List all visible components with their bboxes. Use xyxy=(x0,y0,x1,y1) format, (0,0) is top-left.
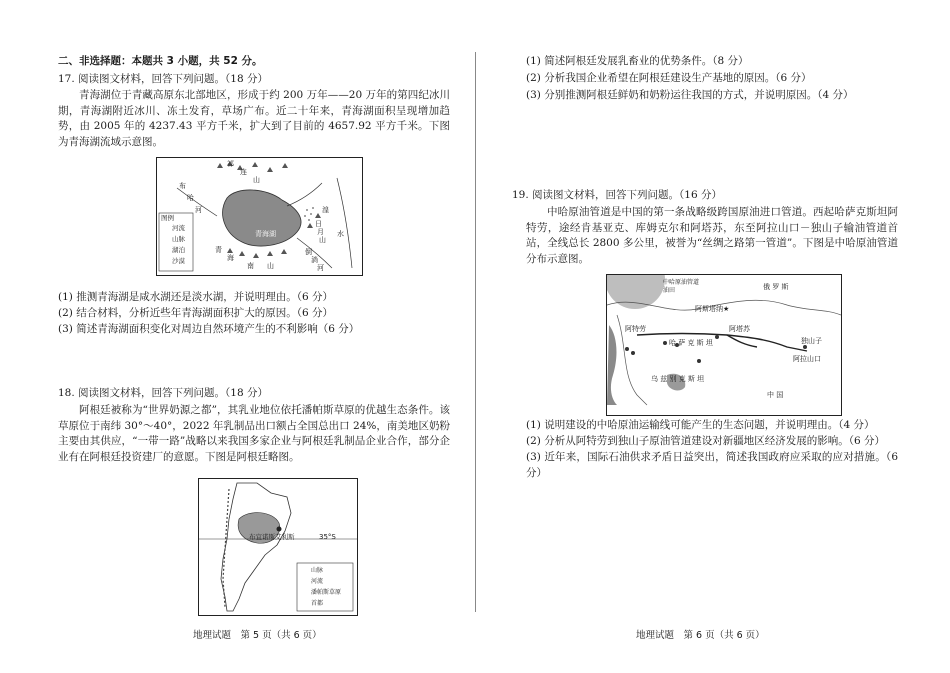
atasu-label: 阿塔苏 xyxy=(729,325,750,333)
legend-river: 河流 xyxy=(172,224,185,232)
kazakhstan-label: 哈 萨 克 斯 坦 xyxy=(669,339,713,347)
mountain-label-2: 连 xyxy=(240,168,247,176)
q19-sub-1: (1) 说明建设的中哈原油运输线可能产生的生态问题，并说明理由。（4 分） xyxy=(526,419,875,431)
south-mountain-label-3: 南 xyxy=(247,262,254,270)
q17-legend xyxy=(161,214,193,267)
east-label-1: 湟 xyxy=(322,206,329,214)
legend-capital: 首都 xyxy=(311,600,324,607)
east-label-4: 月 xyxy=(317,228,324,236)
q17-sub-1: (1) 推测青海湖是咸水湖还是淡水湖，并说明理由。（6 分） xyxy=(58,291,333,303)
uzbekistan-label: 乌 兹 别 克 斯 坦 xyxy=(651,375,705,383)
argentina-map xyxy=(198,478,358,616)
q17-sub-3: (3) 简述青海湖面积变化对周边自然环境产生的不利影响（6 分） xyxy=(58,323,360,335)
east-label-5: 山 xyxy=(319,236,326,244)
atyrau-label: 阿特劳 xyxy=(625,325,646,333)
russia-label: 俄 罗 斯 xyxy=(763,283,789,291)
page-5-column xyxy=(58,0,450,673)
dushanzi-label: 独山子 xyxy=(801,337,822,345)
page-divider xyxy=(475,52,476,612)
east-label-7: 淌 xyxy=(311,256,318,264)
q17-title: 17. 阅读图文材料，回答下列问题。（18 分） xyxy=(58,73,268,85)
q18-sub-1: (1) 简述阿根廷发展乳畜业的优势条件。（8 分） xyxy=(526,55,749,67)
river-label-3: 河 xyxy=(195,206,202,214)
q17-sub-2: (2) 结合材料，分析近些年青海湖面积扩大的原因。（6 分） xyxy=(58,307,333,319)
east-label-3: 日 xyxy=(315,220,322,228)
legend-mountain: 山脉 xyxy=(172,235,185,243)
q18-legend xyxy=(301,565,353,609)
q18-passage: 阿根廷被称为“世界奶源之都”，其乳业地位依托潘帕斯草原的优越生态条件。该草原位于南纬 30°～40°，2022 年乳制品出口额占全国总出口 24%，南美地区奶粉主要由其供应，“一带一路”战略以来我国多家企业与阿根廷乳制品企业合作，部分企业有在阿根廷投资建厂的意愿。下图是阿根廷略图。 xyxy=(58,404,450,463)
mountain-label-1: 祁 xyxy=(227,160,234,168)
q19-legend xyxy=(653,279,733,295)
legend-title: 图例 xyxy=(161,214,174,222)
east-label-6: 倒 xyxy=(305,248,312,256)
footer-left: 地理试题 第 5 页（共 6 页） xyxy=(193,630,322,641)
east-label-2: 水 xyxy=(337,230,344,238)
astana-label: 阿斯塔纳★ xyxy=(695,305,730,313)
legend-desert: 沙漠 xyxy=(172,257,185,265)
q19-sub-3: (3) 近年来，国际石油供求矛盾日益突出，简述我国政府应采取的应对措施。（6 分） xyxy=(526,451,898,479)
south-mountain-label-1: 青 xyxy=(215,246,222,254)
q18-sub-3: (3) 分别推测阿根廷鲜奶和奶粉运往我国的方式，并说明原因。（4 分） xyxy=(526,89,854,101)
page-6-column xyxy=(512,0,898,673)
q19-passage: 中哈原油管道是中国的第一条战略级跨国原油进口管道。西起哈萨克斯坦阿特劳，途经肯基亚克、库姆克尔和阿塔苏，东至阿拉山口－独山子输油管道首站，全线总长 2800 多公里，被誉为“丝绸之路第一管道”。下图是中哈原油管道分布示意图。 xyxy=(526,206,898,265)
pipeline-map xyxy=(606,274,842,416)
q18-sub-2: (2) 分析我国企业希望在阿根廷建设生产基地的原因。（6 分） xyxy=(526,72,812,84)
east-label-8: 河 xyxy=(317,264,324,272)
q18-title: 18. 阅读图文材料，回答下列问题。（18 分） xyxy=(58,387,268,399)
legend-mountain: 山脉 xyxy=(311,567,324,574)
legend-pipeline: 中哈原油管道 xyxy=(663,279,700,286)
q19-title: 19. 阅读图文材料，回答下列问题。（16 分） xyxy=(512,189,722,201)
alashankou-label: 阿拉山口 xyxy=(793,355,821,363)
legend-lake: 湖泊 xyxy=(172,246,185,254)
legend-pampas: 潘帕斯草原 xyxy=(311,589,342,596)
q17-passage: 青海湖位于青藏高原东北部地区，形成于约 200 万年——20 万年的第四纪冰川期，青海湖附近冰川、冻土发育，草场广布。近二十年来，青海湖面积呈现增加趋势，由 2005 年的 4237.43 平方千米，扩大到了目前的 4657.92 平方千米。下图为青海湖流域示意图。 xyxy=(58,89,450,148)
footer-right: 地理试题 第 6 页（共 6 页） xyxy=(636,630,765,641)
q19-sub-2: (2) 分析从阿特劳到独山子原油管道建设对新疆地区经济发展的影响。（6 分） xyxy=(526,435,885,447)
region-label: 布宜诺斯艾利斯 xyxy=(249,533,295,541)
south-mountain-label-4: 山 xyxy=(267,262,274,270)
qinghai-lake-map xyxy=(156,157,363,276)
china-label: 中 国 xyxy=(767,391,784,399)
legend-river: 河流 xyxy=(311,578,324,585)
section-heading: 二、非选择题：本题共 3 小题，共 52 分。 xyxy=(58,55,263,67)
river-label-1: 布 xyxy=(179,182,186,190)
lake-label: 青海湖 xyxy=(255,230,276,238)
south-mountain-label-2: 海 xyxy=(227,254,234,262)
mountain-label-3: 山 xyxy=(253,176,260,184)
latitude-label: 35°S xyxy=(319,533,336,541)
legend-oilfield: 油田 xyxy=(663,287,676,294)
river-label-2: 哈 xyxy=(187,194,194,202)
